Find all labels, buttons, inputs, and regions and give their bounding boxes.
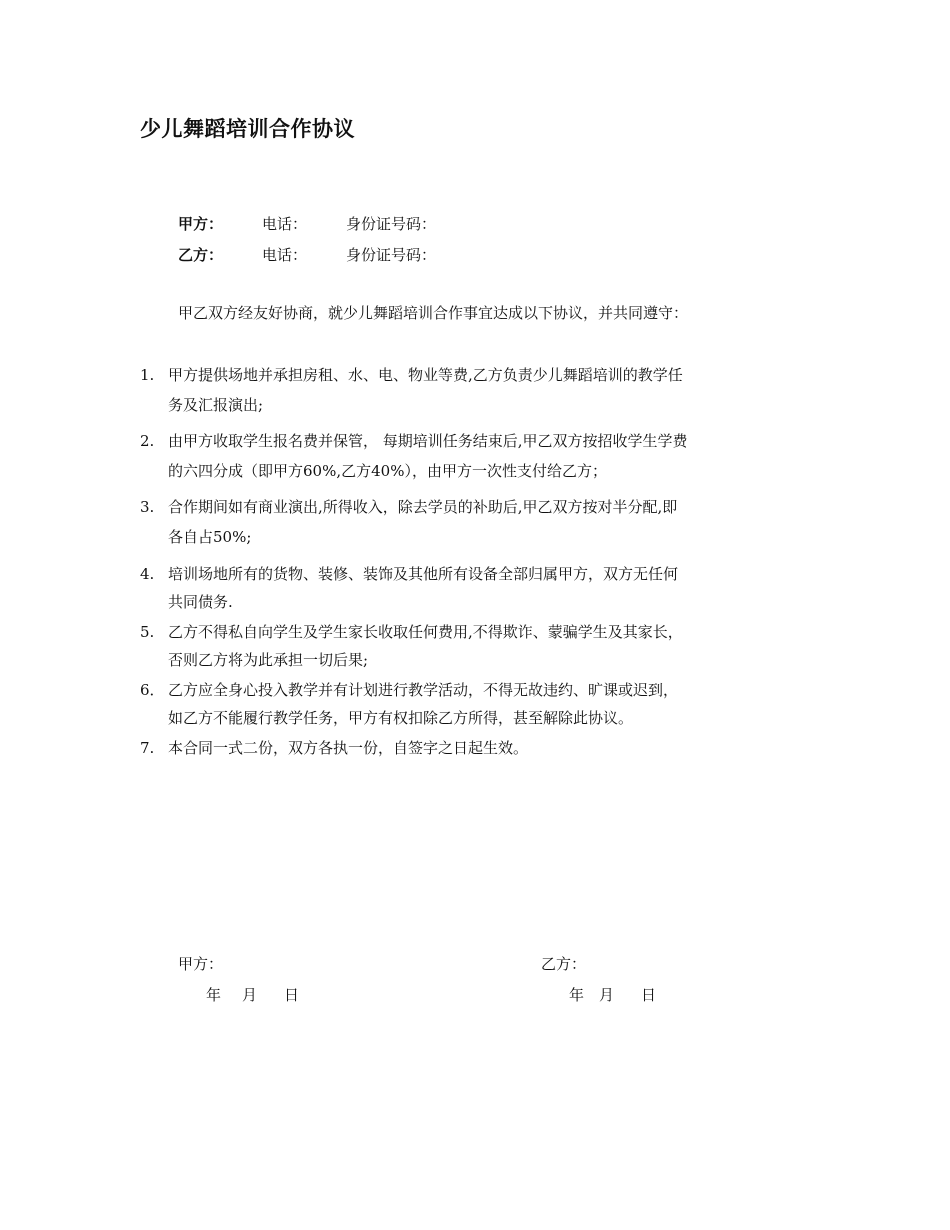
clause-text-line: 乙方不得私自向学生及学生家长收取任何费用,不得欺诈、蒙骗学生及其家长，	[168, 623, 683, 641]
party-b-row	[178, 244, 436, 265]
clause-number: 2.	[140, 432, 155, 450]
clause-text-line: 的六四分成（即甲方60%,乙方40%），由甲方一次性支付给乙方；	[168, 462, 607, 480]
party-b-label: 乙方：	[178, 246, 224, 264]
clause-text-line: 合作期间如有商业演出,所得收入，除去学员的补助后,甲乙双方按对半分配,即	[168, 498, 678, 516]
clause-2	[140, 426, 820, 486]
clause-1	[140, 360, 820, 420]
clause-number: 7.	[140, 739, 155, 757]
party-a-label: 甲方：	[178, 215, 224, 233]
clause-number: 4.	[140, 565, 155, 583]
party-a-signature-date	[206, 984, 299, 1005]
year-label: 年	[206, 986, 222, 1004]
party-b-signature-label: 乙方：	[541, 955, 587, 973]
month-label: 月	[242, 986, 258, 1004]
party-b-signature-date	[569, 984, 656, 1005]
clause-text-line: 各自占50%;	[168, 528, 252, 546]
intro-paragraph: 甲乙双方经友好协商，就少儿舞蹈培训合作事宜达成以下协议，并共同遵守：	[178, 304, 689, 322]
party-b-phone-label: 电话：	[262, 246, 308, 264]
clause-6	[140, 676, 820, 732]
clause-number: 6．	[140, 681, 165, 699]
document-title: 少儿舞蹈培训合作协议	[140, 117, 355, 141]
clause-text-line: 本合同一式二份，双方各执一份，自签字之日起生效。	[168, 739, 529, 757]
clause-number: 3.	[140, 498, 155, 516]
clause-5	[140, 618, 820, 674]
clause-text-line: 培训场地所有的货物、装修、装饰及其他所有设备全部归属甲方，双方无任何	[168, 565, 679, 583]
month-label: 月	[599, 986, 615, 1004]
party-a-id-label: 身份证号码：	[346, 215, 437, 233]
clause-text-line: 共同债务.	[168, 593, 233, 611]
clause-list	[140, 360, 820, 764]
clause-3	[140, 492, 820, 552]
clause-text-line: 甲方提供场地并承担房租、水、电、物业等费,乙方负责少儿舞蹈培训的教学任	[168, 366, 683, 384]
party-a-row	[178, 213, 436, 234]
party-b-id-label: 身份证号码：	[346, 246, 437, 264]
clause-4	[140, 560, 820, 616]
day-label: 日	[641, 986, 657, 1004]
clause-text-line: 由甲方收取学生报名费并保管， 每期培训任务结束后,甲乙双方按招收学生学费	[168, 432, 688, 450]
clause-text-line: 乙方应全身心投入教学并有计划进行教学活动，不得无故违约、旷课或迟到，	[168, 681, 679, 699]
clause-text-line: 务及汇报演出;	[168, 396, 264, 414]
clause-text-line: 如乙方不能履行教学任务，甲方有权扣除乙方所得，甚至解除此协议。	[168, 709, 634, 727]
clause-7	[140, 734, 820, 762]
clause-number: 5.	[140, 623, 155, 641]
party-a-signature-label: 甲方：	[178, 955, 224, 973]
party-a-phone-label: 电话：	[262, 215, 308, 233]
year-label: 年	[569, 986, 585, 1004]
clause-text-line: 否则乙方将为此承担一切后果;	[168, 651, 369, 669]
day-label: 日	[284, 986, 300, 1004]
clause-number: 1.	[140, 366, 155, 384]
